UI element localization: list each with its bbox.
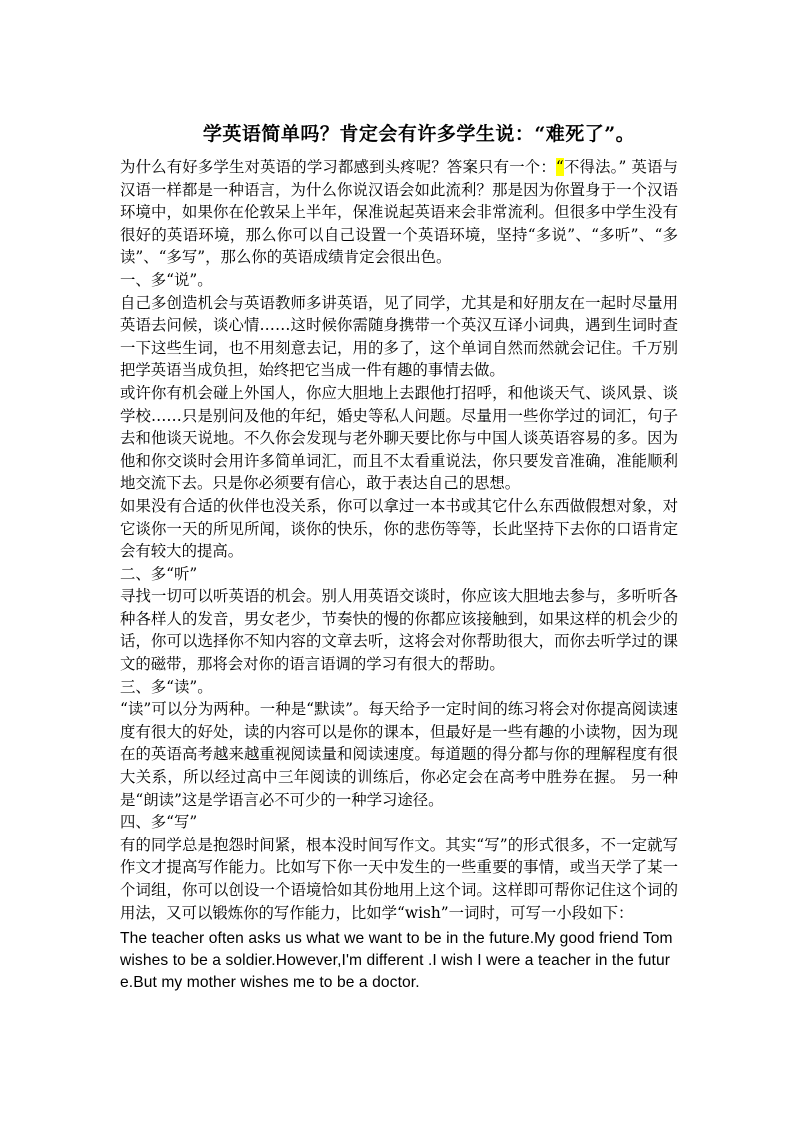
paragraph-speak-foreigner: 或许你有机会碰上外国人，你应大胆地上去跟他打招呼，和他谈天气、谈风景、谈学校……只是别问及他的年纪，婚史等私人问题。尽量用一些你学过的词汇，句子去和他谈天说地。不久你会发现与老外聊天要比你与中国人谈英语容易的多。因为他和你交谈时会用许多简单词汇，而且不太看重说法，你只要发音准确，准能顺利地交流下去。只是你必须要有信心，敢于表达自己的思想。 [120,383,678,493]
section-heading-write: 四、多“写” [120,813,198,832]
paragraph-read: “读”可以分为两种。一种是“默读”。每天给予一定时间的练习将会对你提高阅读速度有很大的好处，读的内容可以是你的课本，但最好是一些有趣的小读物，因为现在的英语高考越来越重视阅读量和阅读速度。每道题的得分都与你的理解程度有很大关系，所以经过高中三年阅读的训练后，你必定会在高考中胜券在握。 另一种是“朗读”这是学语言必不可少的一种学习途径。 [120,700,678,809]
document-title: 学英语简单吗？肯定会有许多学生说：“难死了”。 [202,123,636,145]
intro-text-end: 不得法。” 英语与汉语一样都是一种语言，为什么你说汉语会如此流利？那是因为你置身于一个汉语环境中，如果你在伦敦呆上半年，保准说起英语来会非常流利。但很多中学生没有很好的英语环境，那么你可以自己设置一个英语环境，坚持“多说”、“多听”、“多读”、“多写”，那么你的英语成绩肯定会很出色。 [120,158,678,267]
paragraph-listen: 寻找一切可以听英语的机会。别人用英语交谈时，你应该大胆地去参与，多听听各种各样人的发音，男女老少，节奏快的慢的你都应该接触到，如果这样的机会少的话，你可以选择你不知内容的文章去听，这将会对你帮助很大，而你去听学过的课文的磁带，那将会对你的语言语调的学习有很大的帮助。 [120,587,678,674]
section-heading-listen: 二、多“听” [120,564,198,583]
intro-paragraph [120,156,678,269]
section-heading-read: 三、多“读”。 [120,677,213,696]
section-heading-speak: 一、多“说”。 [120,270,213,289]
document-page [120,118,678,994]
intro-text-start: 为什么有好多学生对英语的学习都感到头疼呢？答案只有一个： [120,158,556,176]
paragraph-speak-teacher: 自己多创造机会与英语教师多讲英语，见了同学，尤其是和好朋友在一起时尽量用英语去问候，谈心情……这时候你需随身携带一个英汉互译小词典，遇到生词时查一下这些生词，也不用刻意去记，用的多了，这个单词自然而然就会记住。千万别把学英语当成负担，始终把它当成一件有趣的事情去做。 [120,293,678,380]
highlighted-quote-mark: “ [555,158,564,176]
english-example-paragraph: The teacher often asks us what we want to be in the future.My good friend Tom wishes to be a soldier.However,I'm different .I wish I were a teacher in the future.But my mother wishes me to be a doctor. [120,930,673,992]
paragraph-write: 有的同学总是抱怨时间紧，根本没时间写作文。其实“写”的形式很多，不一定就写作文才提高写作能力。比如写下你一天中发生的一些重要的事情，或当天学了某一个词组，你可以创设一个语境恰如其份地用上这个词。这样即可帮你记住这个词的用法，又可以锻炼你的写作能力，比如学“wish”一词时，可写一小段如下： [120,835,678,922]
paragraph-speak-alone: 如果没有合适的伙伴也没关系，你可以拿过一本书或其它什么东西做假想对象，对它谈你一天的所见所闻，谈你的快乐，你的悲伤等等，长此坚持下去你的口语肯定会有较大的提高。 [120,496,678,561]
